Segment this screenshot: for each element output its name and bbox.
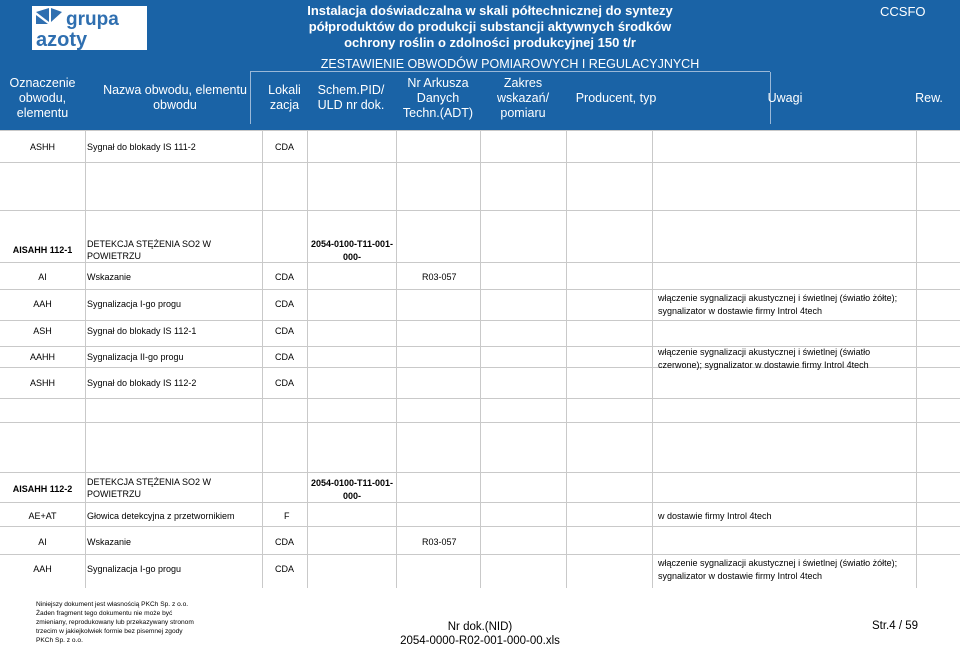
row-note-line: włączenie sygnalizacji akustycznej i świetlnej (światło żółte);: [658, 293, 898, 303]
row-name-line: DETEKCJA STĘŻENIA SO2 W: [87, 477, 212, 487]
row-tag: AISAHH 112-1: [12, 245, 73, 255]
row-name-line: DETEKCJA STĘŻENIA SO2 W: [87, 239, 212, 249]
grid-line: [0, 320, 960, 321]
grid-line: [0, 162, 960, 163]
row-tag: AISAHH 112-2: [12, 484, 73, 494]
row-note-line: sygnalizator w dostawie firmy Introl 4tech: [658, 571, 823, 581]
document-footer: [0, 596, 960, 649]
row-name: Sygnalizacja II-go progu: [87, 352, 184, 362]
row-note-line: włączenie sygnalizacji akustycznej i świetlnej (światło: [658, 347, 871, 357]
row-adt: R03-057: [422, 537, 457, 547]
col-header-pid: Schem.PID/ ULD nr dok.: [317, 83, 385, 112]
grid-line: [480, 130, 481, 588]
row-tag: ASH: [33, 326, 52, 336]
ownership-disclaimer: Niniejszy dokument jest własnością PKCh Sp. z o.o. Żaden fragment tego dokumentu nie może być zmieniany, reprodukowany lub przekazywany stronom trzecim w jakiejkolwiek formie bez pisemnej zgody PKCh Sp. z o.o.: [36, 601, 194, 644]
col-header-location: Lokali zacja: [268, 83, 301, 112]
row-document-number: 2054-0100-T11-001- 000-: [310, 478, 394, 501]
row-tag: ASHH: [29, 378, 55, 388]
grid-line: [396, 130, 397, 588]
row-location: CDA: [275, 378, 295, 388]
row-name: Wskazanie: [87, 272, 132, 282]
row-name: Sygnalizacja I-go progu: [87, 299, 182, 309]
row-location: CDA: [275, 537, 295, 547]
row-name: Głowica detekcyjna z przetwornikiem: [87, 511, 235, 521]
row-location: CDA: [275, 299, 295, 309]
row-tag: AI: [38, 537, 47, 547]
col-header-adt: Nr Arkusza Danych Techn.(ADT): [402, 75, 474, 120]
grid-line: [0, 289, 960, 290]
grid-line: [916, 130, 917, 588]
grid-line: [566, 130, 567, 588]
row-tag: AAHH: [29, 352, 55, 362]
col-header-rev: Rew.: [915, 90, 943, 105]
grid-line: [0, 422, 960, 423]
doc-number-label: Nr dok.(NID): [447, 621, 513, 633]
row-tag: AAH: [33, 564, 52, 574]
logo-text-top: grupa: [66, 9, 119, 30]
grid-line: [307, 130, 308, 588]
row-document-number: 2054-0100-T11-001- 000-: [310, 239, 394, 262]
grid-line: [0, 130, 960, 131]
grid-line: [0, 210, 960, 211]
row-location: F: [284, 511, 290, 521]
grid-line: [0, 554, 960, 555]
row-name: Wskazanie: [87, 537, 132, 547]
page-number: Str.4 / 59: [872, 620, 919, 632]
row-adt: R03-057: [422, 272, 457, 282]
row-tag: AI: [38, 272, 47, 282]
row-name: Sygnalizacja I-go progu: [87, 564, 182, 574]
row-tag: AAH: [33, 299, 52, 309]
project-code: CCSFO: [880, 4, 926, 19]
row-tag: ASHH: [29, 142, 55, 152]
title-line: półproduktów do produkcji substancji aktywnych środków: [308, 19, 672, 34]
doc-number: 2054-0000-R02-001-000-00.xls: [400, 635, 560, 647]
grid-line: [0, 398, 960, 399]
row-name-line: POWIETRZU: [87, 251, 141, 261]
row-location: CDA: [275, 326, 295, 336]
grid-line: [0, 472, 960, 473]
row-name: Sygnał do blokady IS 112-2: [87, 378, 197, 388]
row-tag: AE+AT: [28, 511, 57, 521]
grid-line: [0, 526, 960, 527]
row-name: Sygnał do blokady IS 112-1: [87, 326, 197, 336]
row-note-line: włączenie sygnalizacji akustycznej i świetlnej (światło żółte);: [658, 558, 898, 568]
row-name: Sygnał do blokady IS 111-2: [87, 142, 196, 152]
row-location: CDA: [275, 564, 295, 574]
col-header-name: Nazwa obwodu, elementu obwodu: [103, 83, 247, 112]
band-title: ZESTAWIENIE OBWODÓW POMIAROWYCH I REGULACYJNYCH: [320, 57, 700, 71]
title-line: Instalacja doświadczalna w skali półtechnicznej do syntezy: [307, 3, 673, 18]
grid-line: [85, 130, 86, 588]
grid-line: [652, 130, 653, 588]
row-location: CDA: [275, 352, 295, 362]
row-location: CDA: [275, 142, 295, 152]
grid-line: [0, 502, 960, 503]
row-note-line: sygnalizator w dostawie firmy Introl 4tech: [658, 306, 823, 316]
title-line: ochrony roślin o zdolności produkcyjnej 150 t/r: [344, 35, 636, 50]
document-header: [0, 0, 960, 130]
logo-text-bottom: azoty: [36, 29, 88, 50]
document-number-block: [360, 620, 600, 648]
col-header-producer: Producent, typ: [575, 90, 657, 105]
grupa-azoty-logo: [32, 6, 147, 50]
col-header-range: Zakres wskazań/ pomiaru: [496, 75, 550, 120]
grid-line: [262, 130, 263, 588]
grid-line: [0, 262, 960, 263]
row-note: w dostawie firmy Introl 4tech: [658, 511, 772, 521]
col-header-notes: Uwagi: [767, 90, 803, 105]
document-title: [300, 3, 680, 51]
circuits-table: [0, 130, 960, 588]
col-header-tag: Oznaczenie obwodu, elementu: [9, 75, 76, 120]
row-name-line: POWIETRZU: [87, 489, 141, 499]
row-location: CDA: [275, 272, 295, 282]
row-note-line: czerwone); sygnalizator w dostawie firmy Introl 4tech: [658, 360, 869, 370]
